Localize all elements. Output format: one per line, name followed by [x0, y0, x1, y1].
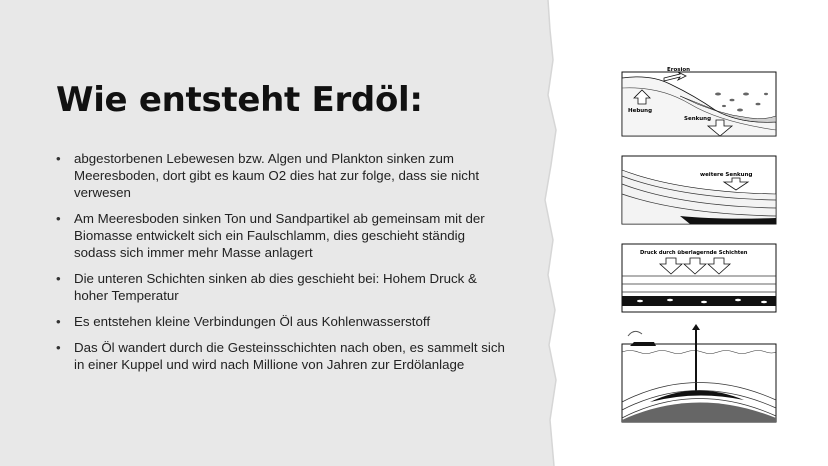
bullet-item: • Es entstehen kleine Verbindungen Öl aus Kohlenwasserstoff: [56, 313, 506, 330]
bullet-item: • Das Öl wandert durch die Gesteinsschichten nach oben, es sammelt sich in einer Kuppel und wird nach Millione von Jahren zur Erdölanlage: [56, 339, 506, 373]
diagram-panel-oil-trap: [622, 324, 776, 422]
oil-formation-diagram: [620, 64, 780, 424]
bullet-item: • abgestorbenen Lebewesen bzw. Algen und Plankton sinken zum Meeresboden, dort gibt es kaum O2 dies hat zur folge, dass sie nicht verwesen: [56, 150, 506, 201]
hebung-label: Hebung: [628, 108, 653, 114]
senkung-label: Senkung: [684, 116, 712, 122]
erosion-label: Erosion: [667, 67, 691, 73]
druck-label: Druck durch überlagernde Schichten: [640, 250, 748, 256]
diagram-panel-pressure: [622, 244, 776, 312]
diagram-panel-subsidence: [622, 156, 776, 224]
bullet-item: • Die unteren Schichten sinken ab dies geschieht bei: Hohem Druck & hoher Temperatur: [56, 270, 506, 304]
diagram-panel-erosion: [622, 67, 776, 136]
weitere-senkung-label: weitere Senkung: [700, 172, 753, 178]
bullet-list: [56, 150, 506, 382]
bullet-item: • Am Meeresboden sinken Ton und Sandpartikel ab gemeinsam mit der Biomasse entwickelt sich ein Faulschlamm, dies geschieht ständig sodass sich immer mehr Masse anlagert: [56, 210, 506, 261]
ship-icon: [630, 342, 656, 346]
slide-title: Wie entsteht Erdöl:: [56, 80, 423, 120]
